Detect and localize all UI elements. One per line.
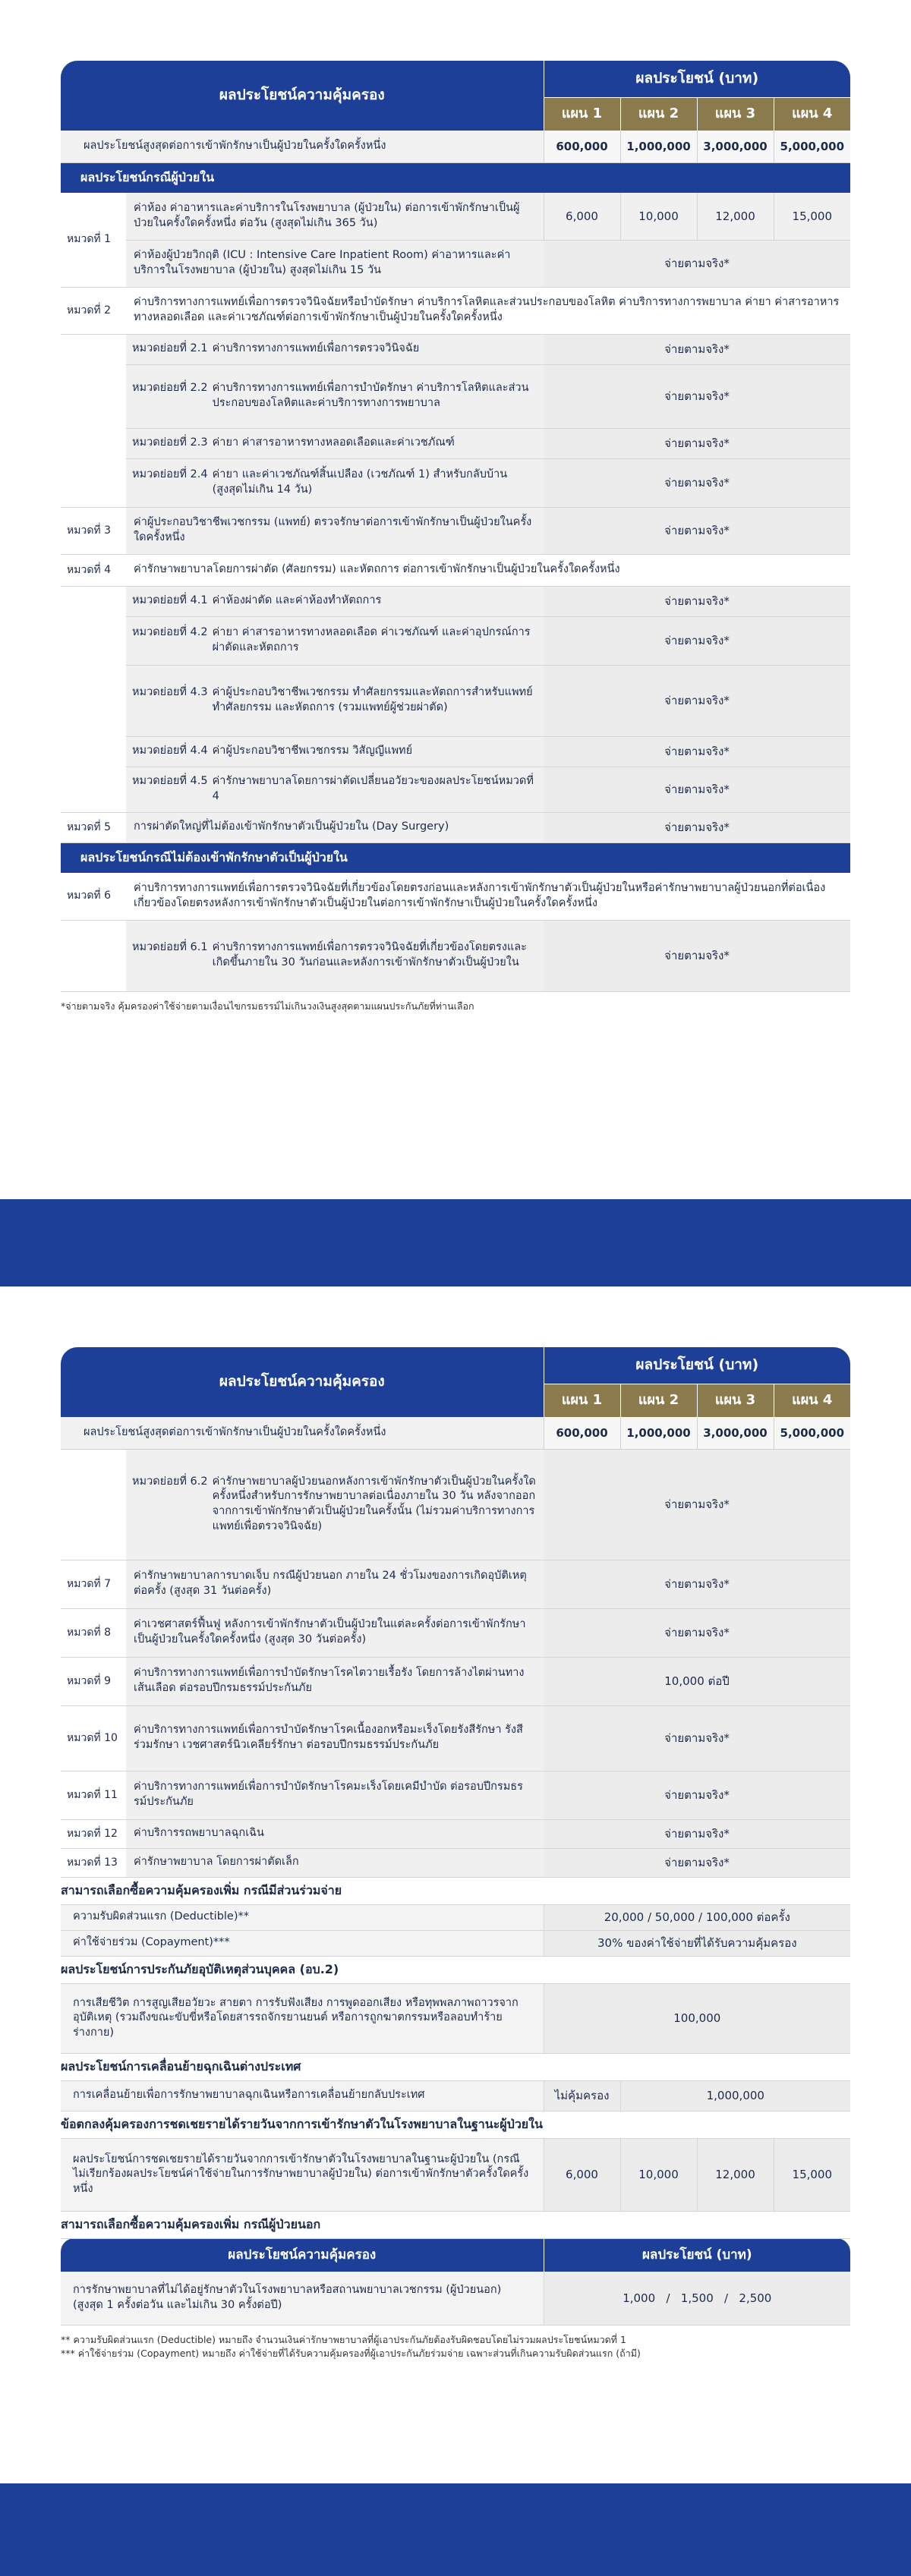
max-benefit-plan-2: 1,000,000 [620,131,697,162]
cat-1-plan-3: 12,000 [697,193,774,240]
cat-7-desc: ค่ารักษาพยาบาลการบาดเจ็บ กรณีผู้ป่วยนอก ภายใน 24 ชั่วโมงของการเกิดอุบัติเหตุต่อครั้ง (สูงสุด 31 วันต่อครั้ง) [126,1560,544,1608]
cat-4-desc: ค่ารักษาพยาบาลโดยการผ่าตัด (ศัลยกรรม) และหัตถการ ต่อการเข้าพักรักษาเป็นผู้ป่วยในครั้งใดครั้งหนึ่ง [126,554,850,586]
max-benefit-plan-3: 3,000,000 [697,131,774,162]
sub-2-1: หมวดย่อยที่ 2.1 ค่าบริการทางการแพทย์เพื่อการตรวจวินิจฉัย [126,334,544,364]
cat-10-label: หมวดที่ 10 [61,1705,126,1771]
benefit-table-page-2 [61,1347,850,2361]
income-plan-1: 6,000 [544,2138,620,2211]
sub-2-1-value: จ่ายตามจริง* [544,334,850,364]
option-evac-title: ผลประโยชน์การเคลื่อนย้ายฉุกเฉินต่างประเทศ [61,2053,850,2080]
cat-11-value: จ่ายตามจริง* [544,1771,850,1819]
cat-5-desc: การผ่าตัดใหญ่ที่ไม่ต้องเข้าพักรักษาตัวเป็นผู้ป่วยใน (Day Surgery) [126,812,544,842]
cat-8-desc: ค่าเวชศาสตร์ฟื้นฟู หลังการเข้าพักรักษาตัวเป็นผู้ป่วยในแต่ละครั้งต่อการเข้าพักรักษาเป็นผู้ป่วยในครั้งใดครั้งหนึ่ง (สูงสุด 30 วันต่อครั้ง) [126,1608,544,1657]
cat-10-desc: ค่าบริการทางการแพทย์เพื่อการบำบัดรักษาโรคเนื้องอกหรือมะเร็งโดยรังสีรักษา รังสีร่วมรักษา เวชศาสตร์นิวเคลียร์รักษา ต่อรอบปีกรมธรรม์ประกันภัย [126,1705,544,1771]
cat-13-label: หมวดที่ 13 [61,1848,126,1877]
max-benefit-label-2: ผลประโยชน์สูงสุดต่อการเข้าพักรักษาเป็นผู้ป่วยในครั้งใดครั้งหนึ่ง [61,1417,544,1449]
sub-4-5-value: จ่ายตามจริง* [544,767,850,812]
plan-4-header: แผน 4 [774,97,850,131]
plan-3-header-2: แผน 3 [697,1384,774,1417]
footnote-deductible: ** ความรับผิดส่วนแรก (Deductible) หมายถึง จำนวนเงินค่ารักษาพยาบาลที่ผู้เอาประกันภัยต้องรับผิดชอบโดยไม่รวมผลประโยชน์หมวดที่ 1 [61,2333,626,2345]
cat-1-plan-1: 6,000 [544,193,620,240]
max-benefit-2-plan-2: 1,000,000 [620,1417,697,1449]
max-benefit-label: ผลประโยชน์สูงสุดต่อการเข้าพักรักษาเป็นผู้ป่วยในครั้งใดครั้งหนึ่ง [61,131,544,162]
cat-12-value: จ่ายตามจริง* [544,1819,850,1848]
sub-2-4-value: จ่ายตามจริง* [544,458,850,507]
cat-5-value: จ่ายตามจริง* [544,812,850,842]
sub-2-2-value: จ่ายตามจริง* [544,364,850,428]
cat-7-label: หมวดที่ 7 [61,1560,126,1608]
deductible-label: ความรับผิดส่วนแรก (Deductible)** [61,1904,544,1930]
cat-9-desc: ค่าบริการทางการแพทย์เพื่อการบำบัดรักษาโรคไตวายเรื้อรัง โดยการล้างไตผ่านทางเส้นเลือด ต่อรอบปีกรมธรรม์ประกันภัย [126,1657,544,1705]
max-benefit-2-plan-4: 5,000,000 [774,1417,850,1449]
option-opd-title: สามารถเลือกซื้อความคุ้มครองเพิ่ม กรณีผู้ป่วยนอก [61,2211,850,2238]
evac-desc: การเคลื่อนย้ายเพื่อการรักษาพยาบาลฉุกเฉินหรือการเคลื่อนย้ายกลับประเทศ [61,2080,544,2111]
income-plan-4: 15,000 [774,2138,850,2211]
sub-6-2-value: จ่ายตามจริง* [544,1449,850,1560]
sub-4-2: หมวดย่อยที่ 4.2 ค่ายา ค่าสารอาหารทางหลอดเลือด ค่าเวชภัณฑ์ และค่าอุปกรณ์การผ่าตัดและหัตถการ [126,616,544,665]
header-benefit: ผลประโยชน์ (บาท) [544,61,850,97]
cat-13-desc: ค่ารักษาพยาบาล โดยการผ่าตัดเล็ก [126,1848,544,1877]
cat-9-label: หมวดที่ 9 [61,1657,126,1705]
cat-7-value: จ่ายตามจริง* [544,1560,850,1608]
benefit-table [61,61,850,992]
header-title: ผลประโยชน์ความคุ้มครอง [61,61,544,131]
cat-10-value: จ่ายตามจริง* [544,1705,850,1771]
opd-value: 1,000 / 1,500 / 2,500 [544,2272,850,2325]
sub-4-1: หมวดย่อยที่ 4.1 ค่าห้องผ่าตัด และค่าห้องทำหัตถการ [126,586,544,616]
sub-4-3-value: จ่ายตามจริง* [544,665,850,736]
footnote-copayment: *** ค่าใช้จ่ายร่วม (Copayment) หมายถึง ค่าใช้จ่ายที่ได้รับความคุ้มครองที่ผู้เอาประกันภัยร่วมจ่าย เฉพาะส่วนที่เกินความรับผิดส่วนแรก (ถ้ามี) [61,2348,641,2360]
bottom-band [0,2483,911,2576]
sub-2-3: หมวดย่อยที่ 2.3 ค่ายา ค่าสารอาหารทางหลอดเลือดและค่าเวชภัณฑ์ [126,428,544,458]
cat-13-value: จ่ายตามจริง* [544,1848,850,1877]
evac-plan-1: ไม่คุ้มครอง [544,2080,620,2111]
income-plan-2: 10,000 [620,2138,697,2211]
cat-6-desc: ค่าบริการทางการแพทย์เพื่อการตรวจวินิจฉัยที่เกี่ยวข้องโดยตรงก่อนและหลังการเข้าพักรักษาตัวเป็นผู้ป่วยในหรือค่ารักษาพยาบาลผู้ป่วยนอกที่ต่อเนื่องเกี่ยวข้องโดยตรงหลังการเข้าพักรักษาตัวเป็นผู้ป่วยในต่อการเข้าพักรักษาเป็นผู้ป่วยในครั้งใดครั้งหนึ่ง [126,873,850,920]
section-ipd: ผลประโยชน์กรณีผู้ป่วยใน [61,162,850,193]
option-income-title: ข้อตกลงคุ้มครองการชดเชยรายได้รายวันจากการเข้ารักษาตัวในโรงพยาบาลในฐานะผู้ป่วยใน [61,2111,850,2138]
cat-2-desc: ค่าบริการทางการแพทย์เพื่อการตรวจวินิจฉัยหรือบำบัดรักษา ค่าบริการโลหิตและส่วนประกอบของโลหิต ค่าบริการทางการพยาบาล ค่ายา ค่าสารอาหารทางหลอดเลือด และค่าเวชภัณฑ์ต่อการเข้าพักรักษาเป็นผู้ป่วยในครั้งใดครั้งหนึ่ง [126,287,850,334]
option-pa-title: ผลประโยชน์การประกันภัยอุบัติเหตุส่วนบุคคล (อบ.2) [61,1956,850,1983]
max-benefit-2-plan-1: 600,000 [544,1417,620,1449]
sub-4-4-value: จ่ายตามจริง* [544,736,850,767]
divider-band [0,1199,911,1286]
plan-2-header-2: แผน 2 [620,1384,697,1417]
cat-1-icu-value: จ่ายตามจริง* [544,240,850,287]
sub-4-5: หมวดย่อยที่ 4.5 ค่ารักษาพยาบาลโดยการผ่าตัดเปลี่ยนอวัยวะของผลประโยชน์หมวดที่ 4 [126,767,544,812]
deductible-value: 20,000 / 50,000 / 100,000 ต่อครั้ง [544,1904,850,1930]
plan-2-header: แผน 2 [620,97,697,131]
cat-1-icu: ค่าห้องผู้ป่วยวิกฤติ (ICU : Intensive Care Inpatient Room) ค่าอาหารและค่าบริการในโรงพยาบาล (ผู้ป่วยใน) สูงสุดไม่เกิน 15 วัน [126,240,544,287]
opd-desc: การรักษาพยาบาลที่ไม่ได้อยู่รักษาตัวในโรงพยาบาลหรือสถานพยาบาลเวชกรรม (ผู้ป่วยนอก)(สูงสุด 1 ครั้งต่อวัน และไม่เกิน 30 ครั้งต่อปี) [61,2272,544,2325]
sub-4-2-value: จ่ายตามจริง* [544,616,850,665]
pa-value: 100,000 [544,1983,850,2053]
pa-desc: การเสียชีวิต การสูญเสียอวัยวะ สายตา การรับฟังเสียง การพูดออกเสียง หรือทุพพลภาพถาวรจากอุบัติเหตุ (รวมถึงขณะขับขี่หรือโดยสารรถจักรยานยนต์ หรือการถูกฆาตกรรมหรือลอบทำร้ายร่างกาย) [61,1983,544,2053]
sub-4-1-value: จ่ายตามจริง* [544,586,850,616]
sub-6-2: หมวดย่อยที่ 6.2 ค่ารักษาพยาบาลผู้ป่วยนอกหลังการเข้าพักรักษาตัวเป็นผู้ป่วยในครั้งใดครั้งหนึ่งสำหรับการรักษาพยาบาลต่อเนื่องภายใน 30 วัน หลังจากออกจากการเข้าพักรักษาตัวเป็นผู้ป่วยในครั้งนั้น (ไม่รวมค่าบริการทางการแพทย์เพื่อตรวจวินิจฉัย) [126,1449,544,1560]
cat-3-desc: ค่าผู้ประกอบวิชาชีพเวชกรรม (แพทย์) ตรวจรักษาต่อการเข้าพักรักษาเป็นผู้ป่วยในครั้งใดครั้งหนึ่ง [126,507,544,554]
sub-2-2: หมวดย่อยที่ 2.2 ค่าบริการทางการแพทย์เพื่อการบำบัดรักษา ค่าบริการโลหิตและส่วนประกอบของโลหิตและค่าบริการทางการพยาบาล [126,364,544,428]
copayment-value: 30% ของค่าใช้จ่ายที่ได้รับความคุ้มครอง [544,1930,850,1956]
cat-1-plan-4: 15,000 [774,193,850,240]
cat-6-label: หมวดที่ 6 [61,873,126,920]
sub-6-1: หมวดย่อยที่ 6.1 ค่าบริการทางการแพทย์เพื่อการตรวจวินิจฉัยที่เกี่ยวข้องโดยตรงและเกิดขึ้นภายใน 30 วันก่อนและหลังการเข้าพักรักษาตัวเป็นผู้ป่วยใน [126,920,544,991]
income-plan-3: 12,000 [697,2138,774,2211]
evac-plan-2-4: 1,000,000 [620,2080,850,2111]
cat-8-label: หมวดที่ 8 [61,1608,126,1657]
cat-11-label: หมวดที่ 11 [61,1771,126,1819]
cat-1-room: ค่าห้อง ค่าอาหารและค่าบริการในโรงพยาบาล (ผู้ป่วยใน) ต่อการเข้าพักรักษาเป็นผู้ป่วยในครั้งใดครั้งหนึ่ง ต่อวัน (สูงสุดไม่เกิน 365 วัน) [126,193,544,240]
cat-11-desc: ค่าบริการทางการแพทย์เพื่อการบำบัดรักษาโรคมะเร็งโดยเคมีบำบัด ต่อรอบปีกรมธรรม์ประกันภัย [126,1771,544,1819]
opd-header-coverage: ผลประโยชน์ความคุ้มครอง [61,2238,544,2272]
cat-2-label: หมวดที่ 2 [61,287,126,334]
sub-2-4: หมวดย่อยที่ 2.4 ค่ายา และค่าเวชภัณฑ์สิ้นเปลือง (เวชภัณฑ์ 1) สำหรับกลับบ้าน (สูงสุดไม่เกิน 14 วัน) [126,458,544,507]
max-benefit-plan-4: 5,000,000 [774,131,850,162]
footnote-1: *จ่ายตามจริง คุ้มครองค่าใช้จ่ายตามเงื่อนไขกรมธรรม์ไม่เกินวงเงินสูงสุดตามแผนประกันภัยที่ท่านเลือก [61,1000,474,1012]
benefit-table-page-1 [61,61,850,1013]
cat-5-label: หมวดที่ 5 [61,812,126,842]
cat-1-label: หมวดที่ 1 [61,193,126,287]
cat-1-plan-2: 10,000 [620,193,697,240]
benefit-table-2 [61,1347,850,2326]
plan-1-header-2: แผน 1 [544,1384,620,1417]
plan-1-header: แผน 1 [544,97,620,131]
max-benefit-2-plan-3: 3,000,000 [697,1417,774,1449]
sub-6-1-value: จ่ายตามจริง* [544,920,850,991]
cat-12-desc: ค่าบริการรถพยาบาลฉุกเฉิน [126,1819,544,1848]
cat-3-label: หมวดที่ 3 [61,507,126,554]
sub-2-3-value: จ่ายตามจริง* [544,428,850,458]
header-benefit-2: ผลประโยชน์ (บาท) [544,1347,850,1384]
copayment-label: ค่าใช้จ่ายร่วม (Copayment)*** [61,1930,544,1956]
cat-4-label: หมวดที่ 4 [61,554,126,586]
income-desc: ผลประโยชน์การชดเชยรายได้รายวันจากการเข้ารักษาตัวในโรงพยาบาลในฐานะผู้ป่วยใน (กรณีไม่เรียกร้องผลประโยชน์ค่าใช้จ่ายในการรักษาพยาบาลผู้ป่วยใน) ต่อการเข้าพักรักษาตัวครั้งใดครั้งหนึ่ง [61,2138,544,2211]
plan-4-header-2: แผน 4 [774,1384,850,1417]
cat-12-label: หมวดที่ 12 [61,1819,126,1848]
cat-3-value: จ่ายตามจริง* [544,507,850,554]
option-copay-title: สามารถเลือกซื้อความคุ้มครองเพิ่ม กรณีมีส่วนร่วมจ่าย [61,1877,850,1904]
max-benefit-plan-1: 600,000 [544,131,620,162]
footnote-2 [61,2333,850,2362]
opd-header-benefit: ผลประโยชน์ (บาท) [544,2238,850,2272]
sub-4-3: หมวดย่อยที่ 4.3 ค่าผู้ประกอบวิชาชีพเวชกรรม ทำศัลยกรรมและหัตถการสำหรับแพทย์ทำศัลยกรรม และหัตถการ (รวมแพทย์ผู้ช่วยผ่าตัด) [126,665,544,736]
cat-9-value: 10,000 ต่อปี [544,1657,850,1705]
sub-4-4: หมวดย่อยที่ 4.4 ค่าผู้ประกอบวิชาชีพเวชกรรม วิสัญญีแพทย์ [126,736,544,767]
header-title-2: ผลประโยชน์ความคุ้มครอง [61,1347,544,1417]
plan-3-header: แผน 3 [697,97,774,131]
cat-8-value: จ่ายตามจริง* [544,1608,850,1657]
section-opd: ผลประโยชน์กรณีไม่ต้องเข้าพักรักษาตัวเป็นผู้ป่วยใน [61,842,850,873]
